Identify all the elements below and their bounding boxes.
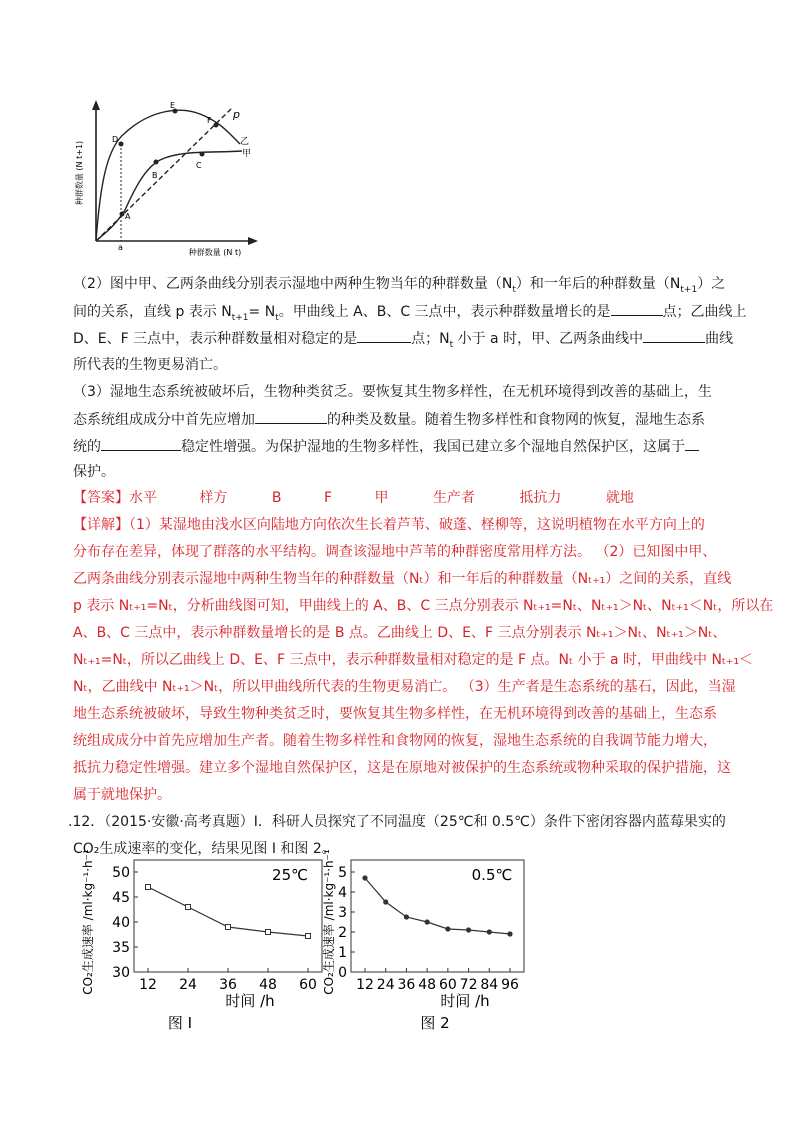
blank-q3-1[interactable]: [255, 409, 327, 424]
label-point-f: F: [207, 116, 212, 125]
detail-line-2: 乙两条曲线分别表示湿地中两种生物当年的种群数量（Nₜ）和一年后的种群数量（Nₜ₊₁）之间的关系，直线: [73, 571, 732, 587]
point-a: [120, 212, 125, 217]
co2-rate-chart-25c: [80, 849, 330, 1045]
label-p: p: [233, 108, 240, 121]
detail-line-10: 属于就地保护。: [73, 787, 171, 803]
data-point: [487, 929, 492, 934]
data-point: [404, 914, 409, 919]
data-point: [266, 930, 271, 935]
x-tick-label: 60: [299, 977, 317, 993]
figure-caption: 图 I: [167, 1014, 193, 1032]
blank-q3-2[interactable]: [101, 436, 181, 451]
x-tick-label: 96: [501, 977, 519, 993]
x-axis-label: 时间 /h: [225, 992, 275, 1010]
x-tick-label: 72: [459, 977, 478, 993]
q2-line1: （2）图中甲、乙两条曲线分别表示湿地中两种生物当年的种群数量$(N_t)$和一年后的种群数量$(N_{t+1})$之: [73, 276, 726, 295]
series-line: [365, 878, 510, 934]
y-tick-label: 40: [112, 915, 130, 931]
x-tick-label: 12: [139, 977, 157, 993]
q3-line1: （3）湿地生态系统被破坏后，生物种类贫乏。要恢复其生物多样性，在无机环境得到改善的基础上，生: [73, 384, 712, 400]
y-tick-label: 4: [338, 885, 347, 901]
point-b: [154, 160, 159, 165]
q3-line2: 态系统组成成分中首先应增加 的种类及数量。随着生物多样性和食物网的恢复，湿地生态系: [73, 409, 733, 430]
point-c: [200, 152, 205, 157]
label-point-d: D: [112, 135, 119, 144]
curve-jia: [96, 151, 242, 241]
q12-line2: CO₂生成速率的变化，结果见图 I 和图 2。: [73, 841, 336, 857]
blank-q2-2[interactable]: [357, 328, 411, 343]
detail-tag: 【详解】: [73, 517, 129, 533]
x-tick-label: 48: [418, 977, 437, 993]
data-point: [425, 919, 430, 924]
detail-line-4: A、B、C 三点中，表示种群数量增长的是 B 点。乙曲线上 D、E、F 三点分别表示 Nₜ₊₁＞Nₜ、Nₜ₊₁＞Nₜ、: [73, 625, 727, 641]
x-tick-label: 12: [356, 977, 374, 993]
population-curve-figure: [70, 98, 260, 258]
data-point: [362, 875, 367, 880]
y-tick-label: 35: [112, 940, 130, 956]
x-axis-label: 时间 /h: [440, 992, 490, 1010]
x-tick-label: 48: [259, 977, 277, 993]
blank-q2-3[interactable]: [643, 328, 705, 343]
y-tick-label: 30: [112, 965, 130, 981]
point-f: [214, 123, 219, 128]
q3-line3: 统的 稳定性增强。为保护湿地的生物多样性，我国已建立多个湿地自然保护区，这属于: [73, 436, 733, 457]
detail-line-0: 【详解】（1）某湿地由浅水区向陆地方向依次生长着芦苇、破蓬、柽柳等，这说明植物在水平方向上的: [73, 517, 705, 533]
blank-q3-3[interactable]: [685, 436, 699, 451]
y-tick-label: 0: [338, 965, 347, 981]
x-tick-label: 24: [179, 977, 197, 993]
chart-title: 0.5℃: [471, 866, 513, 884]
q2-line3: D、E、F 三点中，表示种群数量相对稳定的是 点；$N_t$ 小于 a 时，甲、乙两条曲线中 曲线: [73, 328, 733, 355]
data-point: [383, 899, 388, 904]
data-point: [146, 885, 151, 890]
q2-line2: 间的关系，直线 p 表示 $N_{t+1}= N_t$。甲曲线上 A、B、C 三点中，表示种群数量增长的是 点；乙曲线上: [73, 301, 733, 328]
label-point-c: C: [196, 161, 202, 170]
label-point-e: E: [170, 101, 176, 110]
detail-line-1: 分布存在差异，体现了群落的水平结构。调查该湿地中芦苇的种群密度常用样方法。 （2）已知图中甲、: [73, 544, 717, 560]
x-tick-label: 36: [397, 977, 416, 993]
q12-line1: .12．（2015·安徽·高考真题）Ⅰ．科研人员探究了不同温度（25℃和 0.5℃）条件下密闭容器内蓝莓果实的: [68, 814, 726, 830]
detail-line-3: p 表示 Nₜ₊₁=Nₜ，分析曲线图可知，甲曲线上的 A、B、C 三点分别表示 Nₜ₊₁=Nₜ、Nₜ₊₁＞Nₜ、Nₜ₊₁＜Nₜ，所以在: [73, 598, 774, 614]
x-tick-label: 36: [219, 977, 237, 993]
blank-q2-1[interactable]: [611, 301, 663, 316]
y-tick-label: 3: [338, 905, 347, 921]
data-point: [306, 934, 311, 939]
label-jia: 甲: [242, 149, 252, 159]
y-axis-label: 种群数量 (N t+1): [75, 140, 84, 206]
label-yi: 乙: [240, 137, 250, 147]
tick-a: a: [118, 243, 123, 252]
point-d: [119, 142, 124, 147]
detail-line-6: Nₜ，乙曲线中 Nₜ₊₁＞Nₜ，所以甲曲线所代表的生物更易消亡。 （3）生产者是生态系统的基石，因此，当湿: [73, 679, 736, 695]
co2-rate-chart-05c: [322, 849, 535, 1045]
label-point-a: A: [125, 212, 131, 221]
detail-line-5: Nₜ₊₁=Nₜ，所以乙曲线上 D、E、F 三点中，表示种群数量相对稳定的是 F 点。Nₜ 小于 a 时，甲曲线中 Nₜ₊₁＜: [73, 652, 754, 668]
y-tick-label: 45: [112, 890, 130, 906]
x-axis-label: 种群数量 (N t): [188, 248, 242, 257]
y-tick-label: 2: [338, 925, 347, 941]
y-tick-label: 1: [338, 945, 347, 961]
figure-caption: 图 2: [420, 1014, 450, 1032]
data-point: [186, 905, 191, 910]
x-tick-label: 84: [480, 977, 499, 993]
y-axis-label: CO₂生成速率 /ml·kg⁻¹·h⁻¹: [322, 849, 336, 995]
data-point: [466, 927, 471, 932]
x-axis-arrow: [248, 237, 258, 245]
q2-line4: 所代表的生物更易消亡。: [73, 357, 227, 373]
q3-line4: 保护。: [73, 464, 115, 480]
chart-title: 25℃: [272, 866, 308, 884]
data-point: [445, 926, 450, 931]
x-tick-label: 24: [376, 977, 395, 993]
detail-line-7: 地生态系统被破坏，导致生物种类贫乏时，要恢复其生物多样性，在无机环境得到改善的基础上，生态系: [73, 706, 717, 722]
y-tick-label: 50: [112, 865, 130, 881]
data-point: [226, 925, 231, 930]
label-point-b: B: [152, 171, 158, 180]
detail-line-8: 统组成成分中首先应增加生产者。随着生物多样性和食物网的恢复，湿地生态系统的自我调节能力增大，: [73, 733, 717, 749]
y-tick-label: 5: [338, 865, 347, 881]
detail-line-9: 抵抗力稳定性增强。建立多个湿地自然保护区，这是在原地对被保护的生态系统或物种采取的保护措施，这: [73, 760, 731, 776]
y-axis-label: CO₂生成速率 /ml·kg⁻¹·h⁻¹: [81, 849, 95, 995]
data-point: [507, 931, 512, 936]
y-axis-arrow: [92, 100, 100, 110]
answer-line: 【答案】水平 样方 B F 甲 生产者 抵抗力 就地: [73, 490, 634, 506]
curve-yi: [96, 110, 240, 241]
answer-tag: 【答案】: [73, 490, 129, 506]
x-tick-label: 60: [438, 977, 457, 993]
